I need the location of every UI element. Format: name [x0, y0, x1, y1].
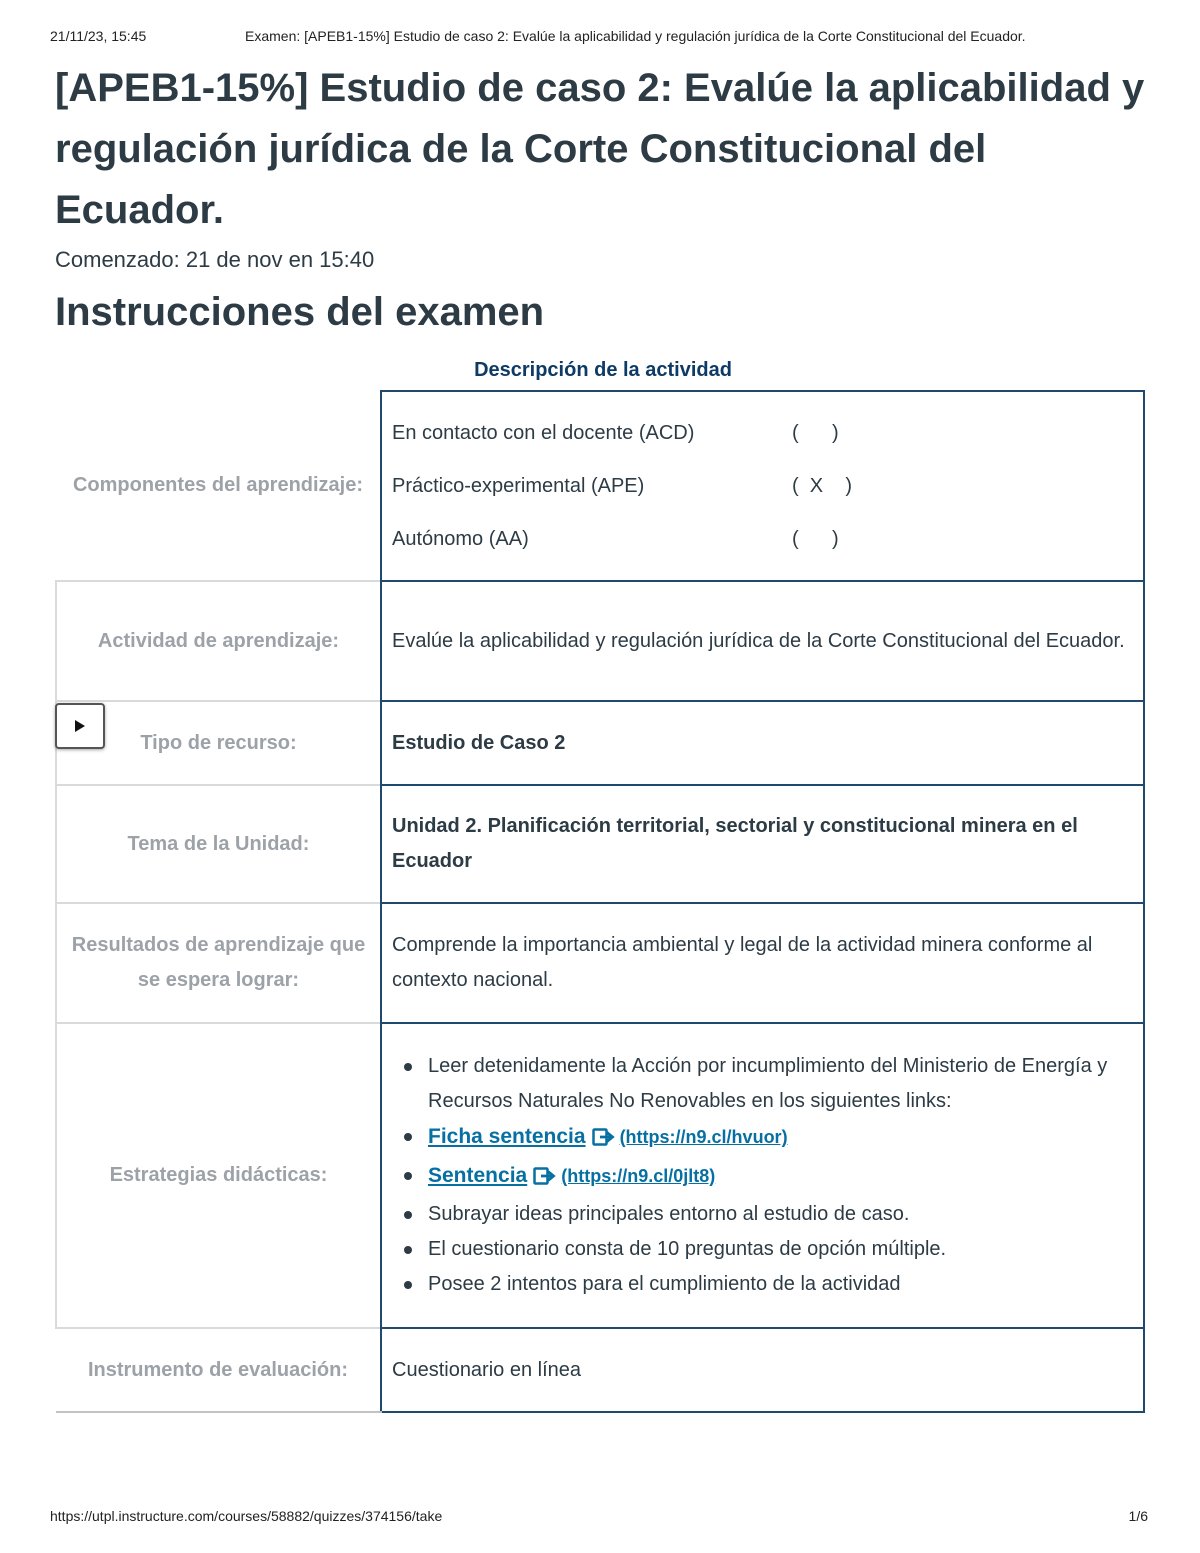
list-item: Subrayar ideas principales entorno al estudio de caso.	[428, 1197, 1133, 1232]
components-value	[381, 391, 1144, 581]
components-label: Componentes del aprendizaje:	[72, 474, 364, 496]
list-item: Leer detenidamente la Acción por incumplimiento del Ministerio de Energía y Recursos Naturales No Renovables en los siguientes links:	[428, 1049, 1133, 1119]
activity-description-table	[55, 390, 1145, 1413]
quiz-title: [APEB1-15%] Estudio de caso 2: Evalúe la aplicabilidad y regulación jurídica de la Corte Constitucional del Ecuador.	[55, 66, 1145, 232]
component-mark: ( )	[792, 527, 839, 550]
component-name: En contacto con el docente (ACD)	[392, 421, 695, 444]
print-footer	[50, 1508, 1148, 1524]
resource-type-value: Estudio de Caso 2	[381, 701, 1144, 785]
print-header	[50, 28, 1150, 44]
component-name: Práctico-experimental (APE)	[392, 474, 645, 497]
started-timestamp: Comenzado: 21 de nov en 15:40	[55, 247, 375, 272]
ficha-sentencia-url[interactable]: (https://n9.cl/hvuor)	[619, 1127, 788, 1147]
sentencia-link[interactable]: Sentencia	[428, 1164, 528, 1187]
activity-label: Actividad de aprendizaje:	[56, 581, 381, 701]
play-icon	[73, 719, 87, 733]
list-item	[428, 1158, 1133, 1197]
strategies-label: Estrategias didácticas:	[56, 1023, 381, 1328]
evaluation-label: Instrumento de evaluación:	[56, 1328, 381, 1412]
component-ape	[392, 460, 1133, 513]
sentencia-url[interactable]: (https://n9.cl/0jlt8)	[561, 1166, 716, 1186]
row-activity	[56, 581, 1144, 701]
unit-topic-value: Unidad 2. Planificación territorial, sectorial y constitucional minera en el Ecuador	[381, 785, 1144, 903]
external-link-icon	[592, 1123, 616, 1158]
list-item: Posee 2 intentos para el cumplimiento de la actividad	[428, 1267, 1133, 1302]
learning-outcomes-label: Resultados de aprendizaje que se espera lograr:	[56, 903, 381, 1023]
unit-topic-label: Tema de la Unidad:	[56, 785, 381, 903]
activity-value: Evalúe la aplicabilidad y regulación jurídica de la Corte Constitucional del Ecuador.	[381, 581, 1144, 701]
quiz-content	[55, 58, 1145, 1413]
list-item	[428, 1119, 1133, 1158]
strategies-value	[381, 1023, 1144, 1328]
row-unit-topic	[56, 785, 1144, 903]
print-date: 21/11/23, 15:45	[50, 28, 147, 44]
instructions-heading: Instrucciones del examen	[55, 290, 545, 334]
row-components	[56, 391, 1144, 581]
component-acd	[392, 407, 1133, 460]
component-mark: ( X )	[792, 474, 852, 497]
row-strategies	[56, 1023, 1144, 1328]
component-aa	[392, 513, 1133, 566]
learning-outcomes-value: Comprende la importancia ambiental y legal de la actividad minera conforme al contexto nacional.	[381, 903, 1144, 1023]
component-name: Autónomo (AA)	[392, 527, 529, 550]
page-number: 1/6	[1128, 1508, 1148, 1524]
print-document-title: Examen: [APEB1-15%] Estudio de caso 2: Evalúe la aplicabilidad y regulación jurídica de la Corte Constitucional del Ecuador.	[245, 28, 1026, 44]
evaluation-value: Cuestionario en línea	[381, 1328, 1144, 1412]
resource-type-label: Tipo de recurso:	[56, 701, 381, 785]
table-caption: Descripción de la actividad	[474, 359, 732, 381]
list-item: El cuestionario consta de 10 preguntas de opción múltiple.	[428, 1232, 1133, 1267]
strategies-list	[392, 1049, 1133, 1302]
play-button[interactable]	[55, 703, 105, 749]
component-mark: ( )	[792, 421, 839, 444]
ficha-sentencia-link[interactable]: Ficha sentencia	[428, 1125, 586, 1148]
external-link-icon	[533, 1162, 557, 1197]
print-url: https://utpl.instructure.com/courses/58882/quizzes/374156/take	[50, 1508, 443, 1524]
row-resource-type	[56, 701, 1144, 785]
row-learning-outcomes	[56, 903, 1144, 1023]
row-evaluation	[56, 1328, 1144, 1412]
